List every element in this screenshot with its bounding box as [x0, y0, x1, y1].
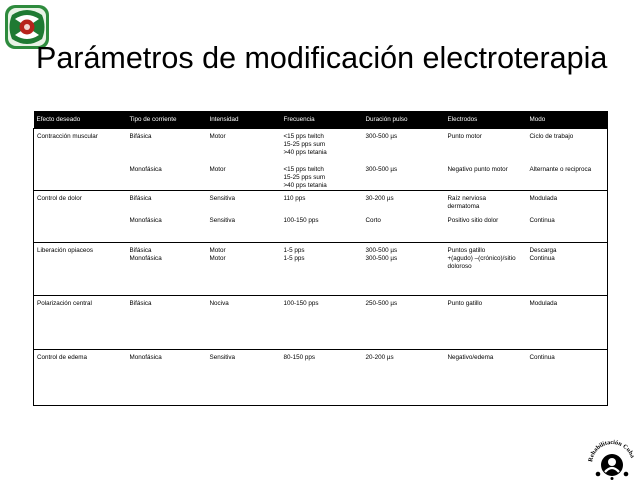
intensity-cell: Sensitiva: [207, 349, 281, 405]
frequency-cell: <15 pps twitch 15-25 pps sum >40 pps tetania: [281, 129, 363, 166]
pulse-duration-cell: 30-200 µs: [363, 190, 445, 217]
current-type-cell: Bifásica: [127, 295, 207, 349]
current-type-cell: Monofásica: [127, 349, 207, 405]
table-row: [34, 217, 608, 242]
frequency-cell: <15 pps twitch 15-25 pps sum >40 pps tetania: [283, 165, 327, 189]
mode-cell: Modulada: [527, 295, 608, 349]
effect-cell: Liberación opiaceos: [34, 242, 127, 295]
effect-cell: Control de dolor: [34, 190, 127, 217]
effect-cell: Polarización central: [34, 295, 127, 349]
electrodes-cell: Punto motor: [445, 129, 527, 166]
current-type-cell: Monofásica: [129, 217, 162, 224]
current-type-cell: Bifásica Monofásica: [127, 242, 207, 295]
effect-cell: [34, 166, 127, 191]
pulse-duration-cell: 20-200 µs: [363, 349, 445, 405]
parameters-table: [33, 111, 608, 406]
intensity-cell: Motor: [207, 129, 281, 166]
pulse-duration-cell: 300-500 µs: [363, 129, 445, 166]
mode-cell: Continua: [527, 217, 608, 242]
pulse-duration-cell: 300-500 µs: [365, 165, 398, 173]
column-header: Frecuencia: [281, 111, 363, 129]
table-header-row: [34, 111, 608, 129]
page-title: Parámetros de modificación electroterapia: [36, 41, 608, 75]
current-type-cell: Bifásica: [127, 190, 207, 217]
frequency-cell: 110 pps: [281, 190, 363, 217]
frequency-cell: 1-5 pps 1-5 pps: [281, 242, 363, 295]
electrodes-cell: Positivo sitio dolor: [447, 217, 499, 224]
mode-cell: Modulada: [527, 190, 608, 217]
mode-cell: Descarga Continua: [527, 242, 608, 295]
column-header: Efecto deseado: [34, 111, 127, 129]
current-type-cell: Bifásica: [127, 129, 207, 166]
table-row: [34, 295, 608, 349]
electrodes-cell: Negativo punto motor: [447, 165, 508, 173]
column-header: Tipo de corriente: [127, 111, 207, 129]
electrodes-cell: Negativo/edema: [445, 349, 527, 405]
table-row: [34, 166, 608, 191]
electrodes-cell: Puntos gatillo +(agudo) –(crónico)/sitio doloroso: [445, 242, 527, 295]
intensity-cell: Motor Motor: [207, 242, 281, 295]
column-header: Intensidad: [207, 111, 281, 129]
mode-cell: Alternante o reciproca: [527, 166, 608, 191]
mode-cell: Continua: [527, 349, 608, 405]
effect-cell: Contracción muscular: [34, 129, 127, 166]
electrodes-cell: Raíz nerviosa dermatoma: [445, 190, 527, 217]
column-header: Modo: [527, 111, 608, 129]
parameters-table-container: [33, 111, 607, 406]
pulse-duration-cell: 250-500 µs: [363, 295, 445, 349]
rehabilitation-logo-icon: [586, 434, 638, 480]
table-row: [34, 129, 608, 166]
intensity-cell: Sensitiva: [209, 217, 236, 224]
frequency-cell: 100-150 pps: [283, 217, 319, 224]
intensity-cell: Sensitiva: [207, 190, 281, 217]
effect-cell: [34, 217, 127, 242]
intensity-cell: Nociva: [207, 295, 281, 349]
logo-arc-text: Rehabilitación Cuba: [587, 438, 636, 463]
table-row: [34, 190, 608, 217]
table-row: [34, 242, 608, 295]
frequency-cell: 80-150 pps: [281, 349, 363, 405]
column-header: Electrodos: [445, 111, 527, 129]
frequency-cell: 100-150 pps: [281, 295, 363, 349]
pulse-duration-cell: Corto: [365, 217, 381, 224]
column-header: Duración pulso: [363, 111, 445, 129]
intensity-cell: Motor: [209, 165, 226, 173]
pulse-duration-cell: 300-500 µs 300-500 µs: [363, 242, 445, 295]
current-type-cell: Monofásica: [129, 165, 162, 173]
table-row: [34, 349, 608, 405]
electrodes-cell: Punto gatillo: [445, 295, 527, 349]
effect-cell: Control de edema: [34, 349, 127, 405]
mode-cell: Ciclo de trabajo: [527, 129, 608, 166]
table-body: [34, 129, 608, 406]
